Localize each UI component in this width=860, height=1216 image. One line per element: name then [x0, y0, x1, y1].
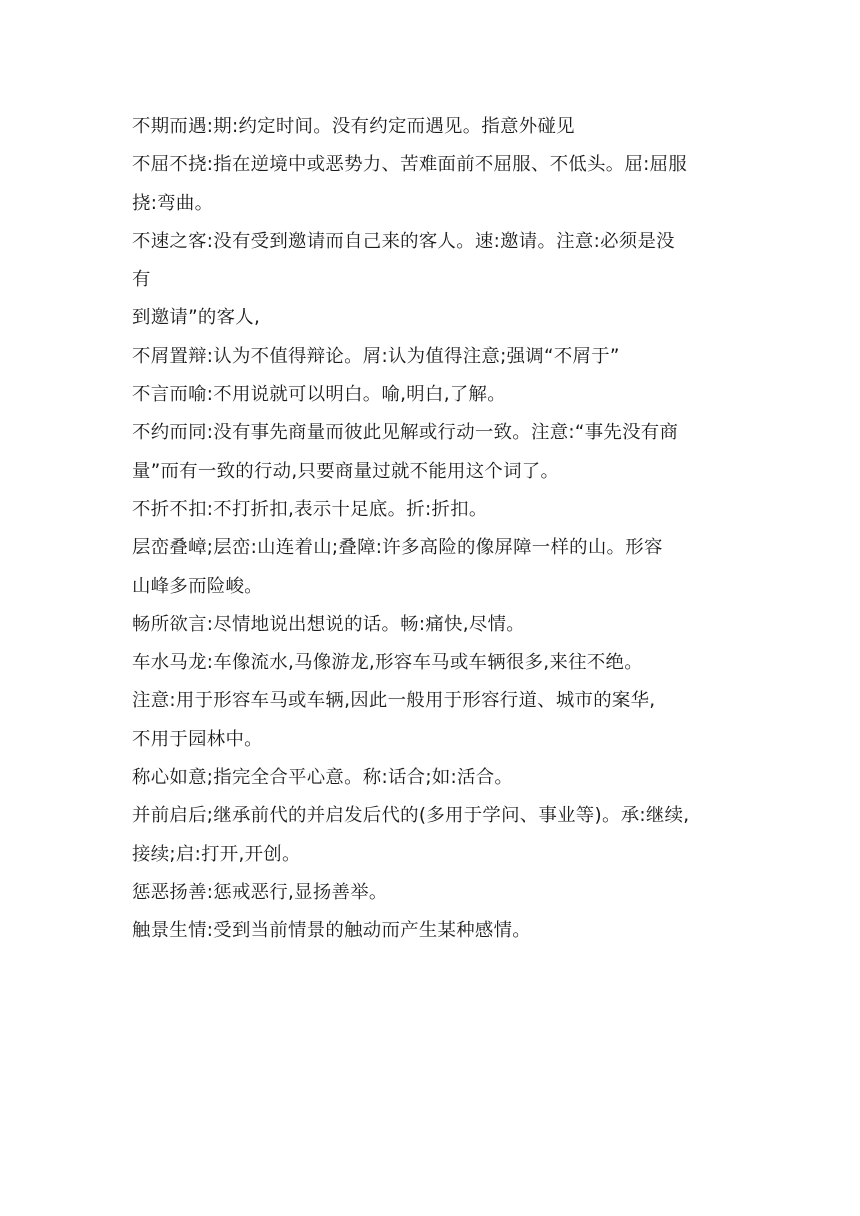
text-line: 层峦叠嶂;层峦:山连着山;叠障:许多高险的像屏障一样的山。形容 [132, 537, 663, 559]
text-line: 山峰多而险峻。 [132, 575, 263, 597]
text-line: 并前启后;继承前代的并启发后代的(多用于学问、事业等)。承:继续, [132, 805, 690, 827]
text-line: 挠:弯曲。 [132, 192, 214, 214]
text-line: 不屑置辩:认为不值得辩论。屑:认为值得注意;强调“不屑于” [132, 345, 620, 367]
text-line: 车水马龙:车像流水,马像游龙,形容车马或车辆很多,来往不绝。 [132, 652, 643, 674]
text-line: 惩恶扬善:惩戒恶行,显扬善举。 [132, 881, 388, 903]
text-line: 注意:用于形容车马或车辆,因此一般用于形容行道、城市的案华, [132, 690, 656, 712]
text-line: 畅所欲言:尽情地说出想说的话。畅:痛快,尽情。 [132, 613, 525, 635]
text-line: 接续;启:打开,开创。 [132, 843, 301, 865]
text-line: 不约而同:没有事先商量而彼此见解或行动一致。注意:“事先没有商 [132, 422, 679, 444]
text-line: 到邀请”的客人, [132, 307, 261, 329]
text-line: 触景生情:受到当前情景的触动而产生某种感情。 [132, 920, 531, 942]
text-line: 量”而有一致的行动,只要商量过就不能用这个词了。 [132, 460, 560, 482]
text-line: 不用于园林中。 [132, 728, 263, 750]
text-line: 不折不扣:不打折扣,表示十足底。折:折扣。 [132, 498, 488, 520]
text-line: 称心如意;指完全合平心意。称:话合;如:活合。 [132, 767, 514, 789]
text-line: 不期而遇:期:约定时间。没有约定而遇见。指意外碰见 [132, 116, 575, 137]
text-line: 不速之客:没有受到邀请而自己来的客人。速:邀请。注意:必须是没 [132, 230, 675, 252]
text-line: 不屈不挠:指在逆境中或恶势力、苦难面前不屈服、不低头。屈:屈服 [132, 154, 688, 176]
text-line: 不言而喻:不用说就可以明白。喻,明白,了解。 [132, 384, 506, 406]
document-body [132, 108, 744, 951]
text-line: 有 [132, 269, 151, 291]
